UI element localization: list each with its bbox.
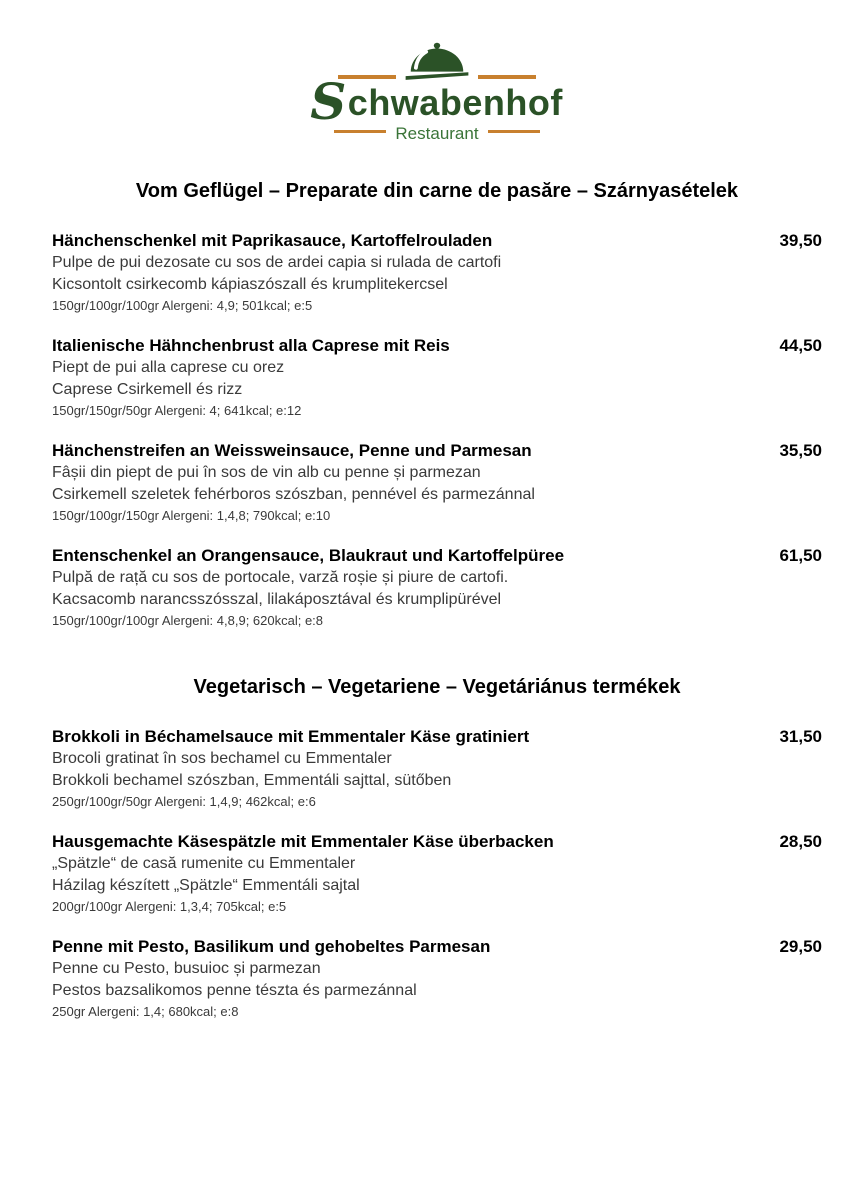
menu-item [52,726,822,811]
item-title: Hänchenstreifen an Weissweinsauce, Penne und Parmesan [52,441,532,460]
item-desc-hu: Brokkoli bechamel szószban, Emmentáli sajttal, sütőben [52,772,452,789]
item-title: Hausgemachte Käsespätzle mit Emmentaler Käse überbacken [52,832,554,851]
logo-initial: S [310,72,347,131]
item-title: Italienische Hähnchenbrust alla Caprese mit Reis [52,336,450,355]
item-desc-ro: Pulpă de rață cu sos de portocale, varză roșie și piure de cartofi. [52,569,509,586]
logo-top-row [52,40,822,84]
logo-subtitle-row [52,124,822,144]
item-price: 35,50 [779,441,822,460]
logo-wordmark [52,72,822,131]
cloche-base [406,72,469,80]
logo-wordmark-rest: chwabenhof [347,82,563,123]
item-details: 150gr/150gr/50gr Alergeni: 4; 641kcal; e:12 [52,403,302,418]
menu-item [52,936,822,1021]
item-title: Hänchenschenkel mit Paprikasauce, Kartoffelrouladen [52,231,493,250]
menu-item [52,440,822,525]
logo-right-orange-line [478,75,536,79]
menu-item [52,335,822,420]
restaurant-logo [52,40,822,144]
item-price: 44,50 [779,336,822,355]
item-desc-hu: Kacsacomb narancsszósszal, lilakáposztával és krumplipürével [52,591,502,608]
item-details: 250gr Alergeni: 1,4; 680kcal; e:8 [52,1004,239,1019]
section-title-poultry: Vom Geflügel – Preparate din carne de pasăre – Szárnyasételek [135,180,739,202]
item-details: 150gr/100gr/100gr Alergeni: 4,8,9; 620kcal; e:8 [52,613,324,628]
item-title: Entenschenkel an Orangensauce, Blaukraut und Kartoffelpüree [52,546,565,565]
item-price: 39,50 [779,231,822,250]
menu-item [52,545,822,630]
item-desc-hu: Kicsontolt csirkecomb kápiaszószall és krumplitekercsel [52,276,448,293]
item-desc-ro: Brocoli gratinat în sos bechamel cu Emmentaler [52,750,392,767]
item-desc-hu: Pestos bazsalikomos penne tészta és parmezánnal [52,982,417,999]
item-desc-hu: Házilag készített „Spätzle“ Emmentáli sajtal [52,877,360,894]
item-desc-ro: „Spätzle“ de casă rumenite cu Emmentaler [52,855,356,872]
menu-item [52,230,822,315]
item-desc-ro: Pulpe de pui dezosate cu sos de ardei capia si rulada de cartofi [52,254,502,271]
item-details: 150gr/100gr/150gr Alergeni: 1,4,8; 790kcal; e:10 [52,508,331,523]
item-desc-hu: Csirkemell szeletek fehérboros szószban, pennével és parmezánnal [52,486,535,503]
menu-item [52,831,822,916]
item-price: 29,50 [779,937,822,956]
item-details: 250gr/100gr/50gr Alergeni: 1,4,9; 462kcal; e:6 [52,794,316,809]
item-price: 31,50 [779,727,822,746]
item-desc-ro: Fâșii din piept de pui în sos de vin alb cu penne și parmezan [52,464,481,481]
item-desc-ro: Piept de pui alla caprese cu orez [52,359,285,376]
logo-subtitle: Restaurant [395,124,479,143]
item-title: Penne mit Pesto, Basilikum und gehobeltes Parmesan [52,937,491,956]
cloche-icon [405,40,469,84]
item-desc-ro: Penne cu Pesto, busuioc și parmezan [52,960,321,977]
item-details: 200gr/100gr Alergeni: 1,3,4; 705kcal; e:5 [52,899,287,914]
subtitle-right-orange-line [488,130,540,133]
item-details: 150gr/100gr/100gr Alergeni: 4,9; 501kcal; e:5 [52,298,313,313]
item-price: 61,50 [779,546,822,565]
section-title-vegetarian: Vegetarisch – Vegetariene – Vegetáriánus termékek [193,676,681,698]
item-price: 28,50 [779,832,822,851]
item-desc-hu: Caprese Csirkemell és rizz [52,381,243,398]
item-title: Brokkoli in Béchamelsauce mit Emmentaler Käse gratiniert [52,727,530,746]
